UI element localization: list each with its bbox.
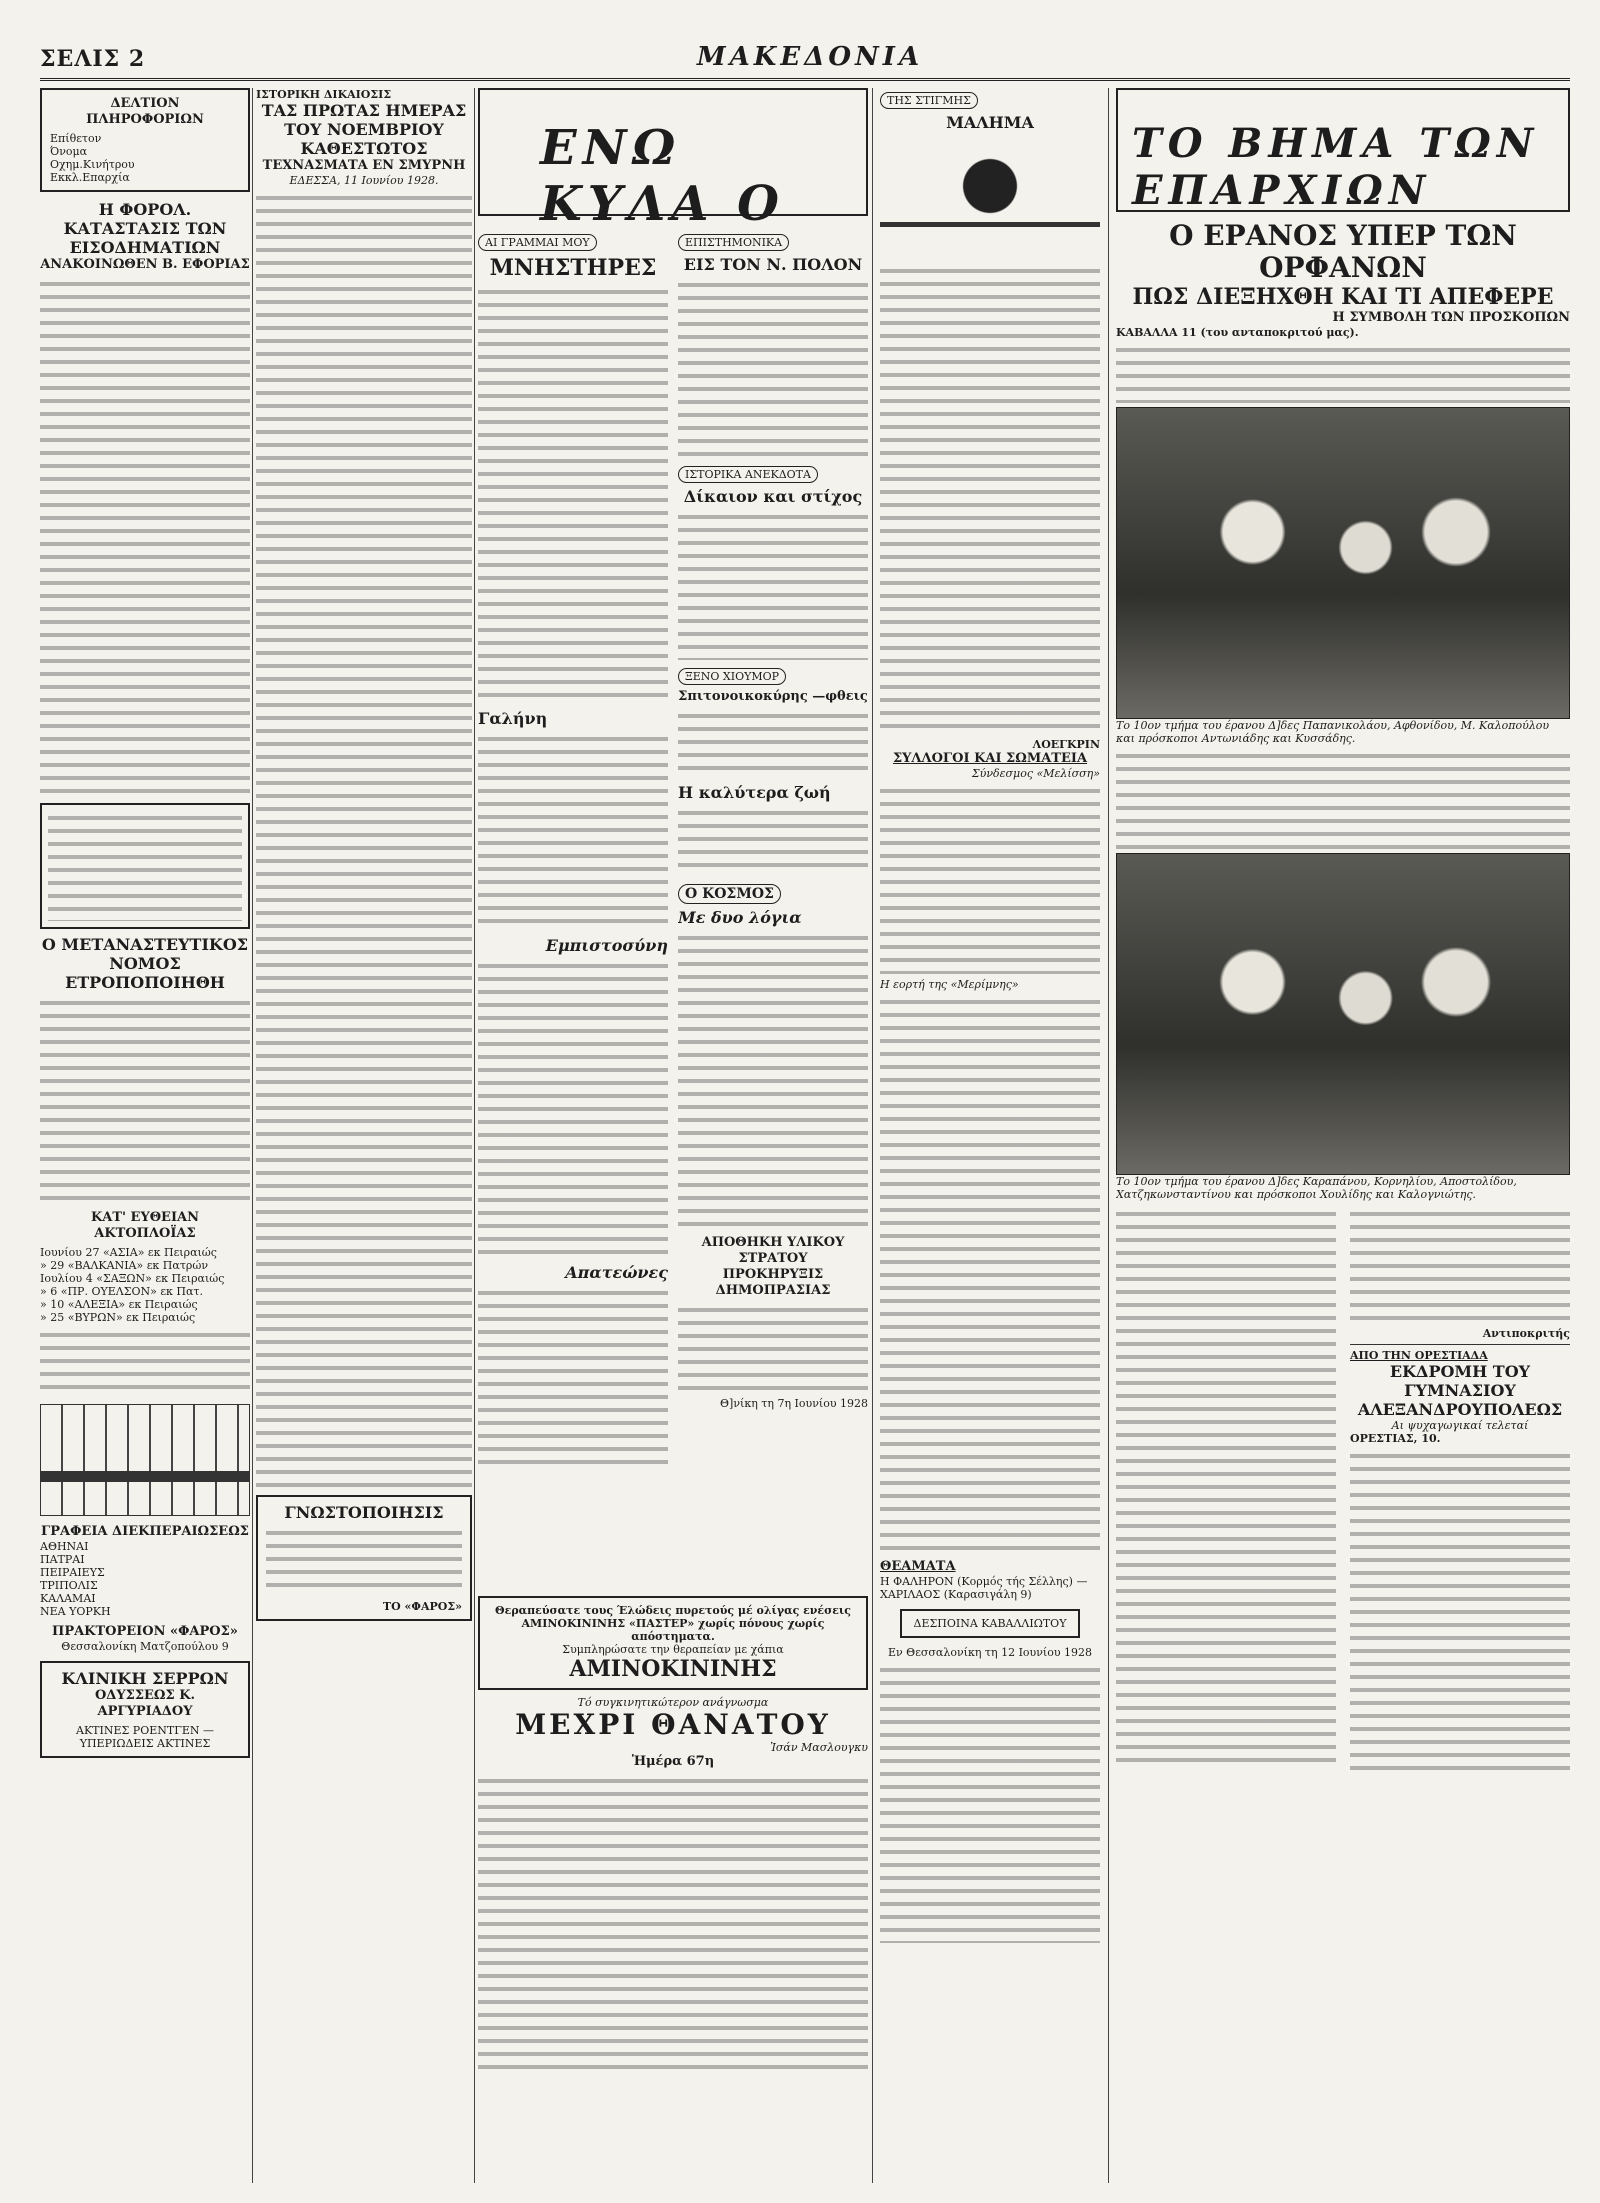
column-3-bottom — [478, 1590, 868, 2183]
article-subtitle: Αι ψυχαγωγικαί τελεταί — [1391, 1419, 1529, 1432]
notice-signature: ΤΟ «ΦΑΡΟΣ» — [382, 1600, 462, 1613]
serial-body — [478, 1774, 868, 2074]
army-date: Θ]νίκη τη 7η Ιουνίου 1928 — [720, 1397, 868, 1410]
signature: Αντιποκριτής — [1482, 1327, 1570, 1340]
form-row: Όνομα — [50, 145, 88, 158]
masthead-title: ΤΟ ΒΗΜΑ ΤΩΝ ΕΠΑΡΧΙΩΝ — [1132, 120, 1540, 214]
article-title: ΜΝΗΣΤΗΡΕΣ — [489, 255, 657, 281]
signature: ΛΟΕΓΚΡΙΝ — [1032, 738, 1100, 751]
office-row: ΤΡΙΠΟΛΙΣ — [40, 1579, 98, 1592]
section-chip: ΤΗΣ ΣΤΙΓΜΗΣ — [880, 92, 978, 109]
article-subtitle: ΤΕΧΝΑΣΜΑΤΑ ΕΝ ΣΜΥΡΝΗ — [262, 158, 466, 173]
column-2 — [256, 88, 472, 2183]
article-body — [1350, 1449, 1570, 1779]
serial-author: Ἰσάν Μασλουγκυ — [770, 1741, 868, 1754]
column-rule — [252, 88, 253, 2183]
article-body — [1350, 1207, 1570, 1327]
article-body — [1116, 343, 1570, 403]
article-title: Η ΦΟΡΟΛ. ΚΑΤΑΣΤΑΣΙΣ ΤΩΝ ΕΙΣΟΔΗΜΑΤΙΩΝ — [63, 200, 227, 257]
article-title: Ο ΜΕΤΑΝΑΣΤΕΥΤΙΚΟΣ ΝΟΜΟΣ ΕΤΡΟΠΟΠΟΙΗΘΗ — [41, 935, 249, 992]
column-5 — [1116, 88, 1570, 2183]
wedding-notice — [900, 1609, 1080, 1638]
article-title: Η καλύτερα ζωή — [678, 783, 831, 802]
info-form-title: ΔΕΛΤΙΟΝ ΠΛΗΡΟΦΟΡΙΩΝ — [86, 96, 204, 127]
ad-text: Θεραπεύσατε τους Έλώδεις πυρετούς μέ ολίγας ενέσεις ΑΜΙΝΟΚΙΝΙΝΗΣ «ΠΑΣΤΕΡ» χωρίς πόνους χωρίς απόστηματα. — [495, 1604, 851, 1643]
column-rule — [1108, 88, 1109, 2183]
article-body — [678, 709, 868, 779]
article-body — [678, 510, 868, 660]
poem-body — [478, 732, 668, 932]
clinic-doctor: ΟΔΥΣΣΕΩΣ Κ. ΑΡΓΥΡΙΑΔΟΥ — [94, 1688, 196, 1719]
article-body — [678, 931, 868, 1231]
office-row: ΠΑΤΡΑΙ — [40, 1553, 85, 1566]
clinic-ad — [40, 1661, 250, 1758]
shows-text: Η ΦΑΛΗΡΟΝ (Κορμός τής Σέλλης) — ΧΑΡΙΛΑΟΣ (Καρασιγάλη 9) — [880, 1575, 1088, 1601]
agency-title: ΠΡΑΚΤΟΡΕΙΟΝ «ΦΑΡΟΣ» — [52, 1624, 238, 1639]
army-title: ΑΠΟΘΗΚΗ ΥΛΙΚΟΥ ΣΤΡΑΤΟΥ — [701, 1235, 845, 1266]
article-body — [40, 277, 250, 797]
army-subtitle: ΠΡΟΚΗΡΥΞΙΣ ΔΗΜΟΠΡΑΣΙΑΣ — [715, 1267, 831, 1298]
article-body — [40, 996, 250, 1206]
article-title: Δίκαιον και στίχος — [683, 487, 863, 506]
ad-text: Συμπληρώσατε την θεραπείαν με χάπια — [562, 1643, 784, 1656]
article-title: Ο ΕΡΑΝΟΣ ΥΠΕΡ ΤΩΝ ΟΡΦΑΝΩΝ — [1169, 219, 1517, 284]
shows-head: ΘΕΑΜΑΤΑ — [880, 1559, 956, 1574]
article-body — [880, 1663, 1100, 1943]
photo-caption: Το 10ον τμήμα του έρανου Δ]δες Καραπάνου, Κορνηλίου, Αποστολίδου, Χατζηκωνσταντίνου και πρόσκοποι Χουλίδης και Καλογνιώτης. — [1116, 1175, 1517, 1201]
dateline: ΚΑΒΑΛΛΑ 11 (του ανταποκριτού μας). — [1116, 326, 1359, 339]
section-subhead: Σύνδεσμος «Μελίσση» — [971, 767, 1100, 780]
column-rule — [872, 88, 873, 2183]
article-subtitle: ΑΝΑΚΟΙΝΩΘΕΝ Β. ΕΦΟΡΙΑΣ — [40, 257, 250, 272]
article-title-2: ΠΩΣ ΔΙΕΞΗΧΘΗ ΚΑΙ ΤΙ ΑΠΕΦΕΡΕ — [1132, 284, 1554, 310]
kicker: ΙΣΤΟΡΙΚΗ ΔΙΚΑΙΟΣΙΣ — [256, 88, 392, 101]
article-title: Με δυο λόγια — [678, 908, 802, 927]
page-header — [40, 42, 1570, 81]
pharos-logo-ad — [40, 803, 250, 929]
article-body — [478, 959, 668, 1259]
aminokinini-ad — [478, 1596, 868, 1690]
article-subtitle: Η ΣΥΜΒΟΛΗ ΤΩΝ ΠΡΟΣΚΟΠΩΝ — [1332, 310, 1570, 325]
office-row: ΚΑΛΑΜΑΙ — [40, 1592, 96, 1605]
offices-title: ΓΡΑΦΕΙΑ ΔΙΕΚΠΕΡΑΙΩΣΕΩΣ — [41, 1524, 249, 1539]
article-body — [256, 191, 472, 1491]
article-body — [880, 784, 1100, 974]
article-title: Εμπιστοσύνη — [545, 936, 668, 955]
section-subhead: Η εορτή της «Μερίμνης» — [880, 978, 1019, 991]
sketch-illustration — [880, 138, 1100, 258]
column-4 — [880, 88, 1100, 2183]
article-title: Σπιτονοικοκύρης —φθεις — [678, 689, 868, 704]
article-title: ΕΚΔΡΟΜΗ ΤΟΥ ΓΥΜΝΑΣΙΟΥ ΑΛΕΞΑΝΔΡΟΥΠΟΛΕΩΣ — [1357, 1362, 1563, 1419]
article-body — [478, 1286, 668, 1466]
article-title: ΜΑΛΗΜΑ — [946, 113, 1034, 132]
form-row: Οχημ.Κινήτρου — [50, 158, 135, 171]
notice-box — [256, 1495, 472, 1621]
info-form-box — [40, 88, 250, 192]
dateline: ΕΔΕΣΣΑ, 11 Ιουνίου 1928. — [289, 174, 439, 187]
article-body — [678, 278, 868, 458]
article-body — [1116, 749, 1570, 849]
clinic-title: ΚΛΙΝΙΚΗ ΣΕΡΡΩΝ — [61, 1669, 229, 1688]
office-row: ΠΕΙΡΑΙΕΥΣ — [40, 1566, 105, 1579]
newspaper-title: ΜΑΚΕΔΟΝΙΑ — [696, 42, 924, 72]
article-body — [678, 1303, 868, 1393]
group-photo — [1116, 407, 1570, 719]
ship-row: » 6 «ΠΡ. ΟΥΕΛΣΟΝ» εκ Πατ. — [40, 1285, 204, 1298]
section-chip: ΑΙ ΓΡΑΜΜΑΙ ΜΟΥ — [478, 234, 597, 251]
article-body — [40, 1328, 250, 1398]
masthead-title: ΕΝΩ ΚΥΛΑ Ο — [540, 120, 785, 228]
serial-kicker: Τό συγκινητικώτερον ανάγνωσμα — [577, 1696, 769, 1709]
wedding-date: Εν Θεσσαλονίκη τη 12 Ιουνίου 1928 — [887, 1646, 1093, 1659]
kicker: ΑΠΟ ΤΗΝ ΟΡΕΣΤΙΑΔΑ — [1350, 1349, 1488, 1362]
article-title: Απατεώνες — [565, 1263, 668, 1282]
office-row: ΑΘΗΝΑΙ — [40, 1540, 89, 1553]
ship-row: Ιουνίου 27 «ΑΣΙΑ» εκ Πειραιώς — [40, 1246, 217, 1259]
form-row: Εκκλ.Επαρχία — [50, 171, 130, 184]
wedding-name: ΔΕΣΠΟΙΝΑ ΚΑΒΑΛΛΙΩΤΟΥ — [913, 1617, 1067, 1630]
article-body — [1116, 1207, 1336, 1767]
section-chip: Ο ΚΟΣΜΟΣ — [678, 884, 781, 904]
ship-row: Ιουλίου 4 «ΣΑΞΩΝ» εκ Πειραιώς — [40, 1272, 225, 1285]
ship-row: » 25 «ΒΥΡΩΝ» εκ Πειραιώς — [40, 1311, 196, 1324]
office-row: ΝΕΑ ΥΟΡΚΗ — [40, 1605, 111, 1618]
form-row: Επίθετον — [50, 132, 102, 145]
article-body — [478, 285, 668, 705]
serial-title: ΜΕΧΡΙ ΘΑΝΑΤΟΥ — [515, 1708, 831, 1741]
article-title: ΕΙΣ ΤΟΝ Ν. ΠΟΛΟΝ — [683, 255, 863, 274]
section-chip: ΕΠΙΣΤΗΜΟΝΙΚΑ — [678, 234, 789, 251]
feature-masthead — [478, 88, 868, 228]
photo-caption: Το 10ον τμήμα του έρανου Δ]δες Παπανικολάου, Αφθονίδου, Μ. Καλοπούλου και πρόσκοποι Αντωνιάδης και Κυσσάδης. — [1116, 719, 1550, 745]
serial-day: Ἡμέρα 67η — [631, 1754, 715, 1769]
poem-title: Γαλήνη — [478, 709, 548, 728]
notice-title: ΓΝΩΣΤΟΠΟΙΗΣΙΣ — [284, 1503, 444, 1522]
ship-row: » 29 «ΒΑΛΚΑΝΙΑ» εκ Πατρών — [40, 1259, 209, 1272]
column-1 — [40, 88, 250, 2183]
section-chip: ΙΣΤΟΡΙΚΑ ΑΝΕΚΔΟΤΑ — [678, 466, 818, 483]
column-3-top — [478, 88, 868, 228]
ship-row: » 10 «ΑΛΕΞΙΑ» εκ Πειραιώς — [40, 1298, 198, 1311]
article-title: ΤΑΣ ΠΡΩΤΑΣ ΗΜΕΡΑΣ ΤΟΥ ΝΟΕΜΒΡΙΟΥ ΚΑΘΕΣΤΩΤΟΣ — [261, 101, 467, 158]
article-body — [880, 264, 1100, 734]
section-chip: ΞΕΝΟ ΧΙΟΥΜΟΡ — [678, 668, 786, 685]
section-head: ΣΥΛΛΟΓΟΙ ΚΑΙ ΣΩΜΑΤΕΙΑ — [892, 751, 1088, 766]
group-photo — [1116, 853, 1570, 1175]
ship-illustration — [40, 1404, 250, 1516]
ships-title: ΚΑΤ' ΕΥΘΕΙΑΝ ΑΚΤΟΠΛΟΪΑΣ — [90, 1210, 200, 1241]
article-body — [880, 995, 1100, 1555]
clinic-note: ΑΚΤΙΝΕΣ ΡΟΕΝΤΓΕΝ — ΥΠΕΡΙΩΔΕΙΣ ΑΚΤΙΝΕΣ — [76, 1724, 214, 1750]
ad-brand: ΑΜΙΝΟΚΙΝΙΝΗΣ — [569, 1656, 777, 1682]
dateline: ΟΡΕΣΤΙΑΣ, 10. — [1350, 1432, 1441, 1445]
column-rule — [474, 88, 475, 2183]
section-masthead — [1116, 88, 1570, 212]
page-number: ΣΕΛΙΣ 2 — [40, 46, 146, 72]
agency-sub: Θεσσαλονίκη Ματζοπούλου 9 — [61, 1640, 229, 1653]
article-body — [678, 806, 868, 876]
